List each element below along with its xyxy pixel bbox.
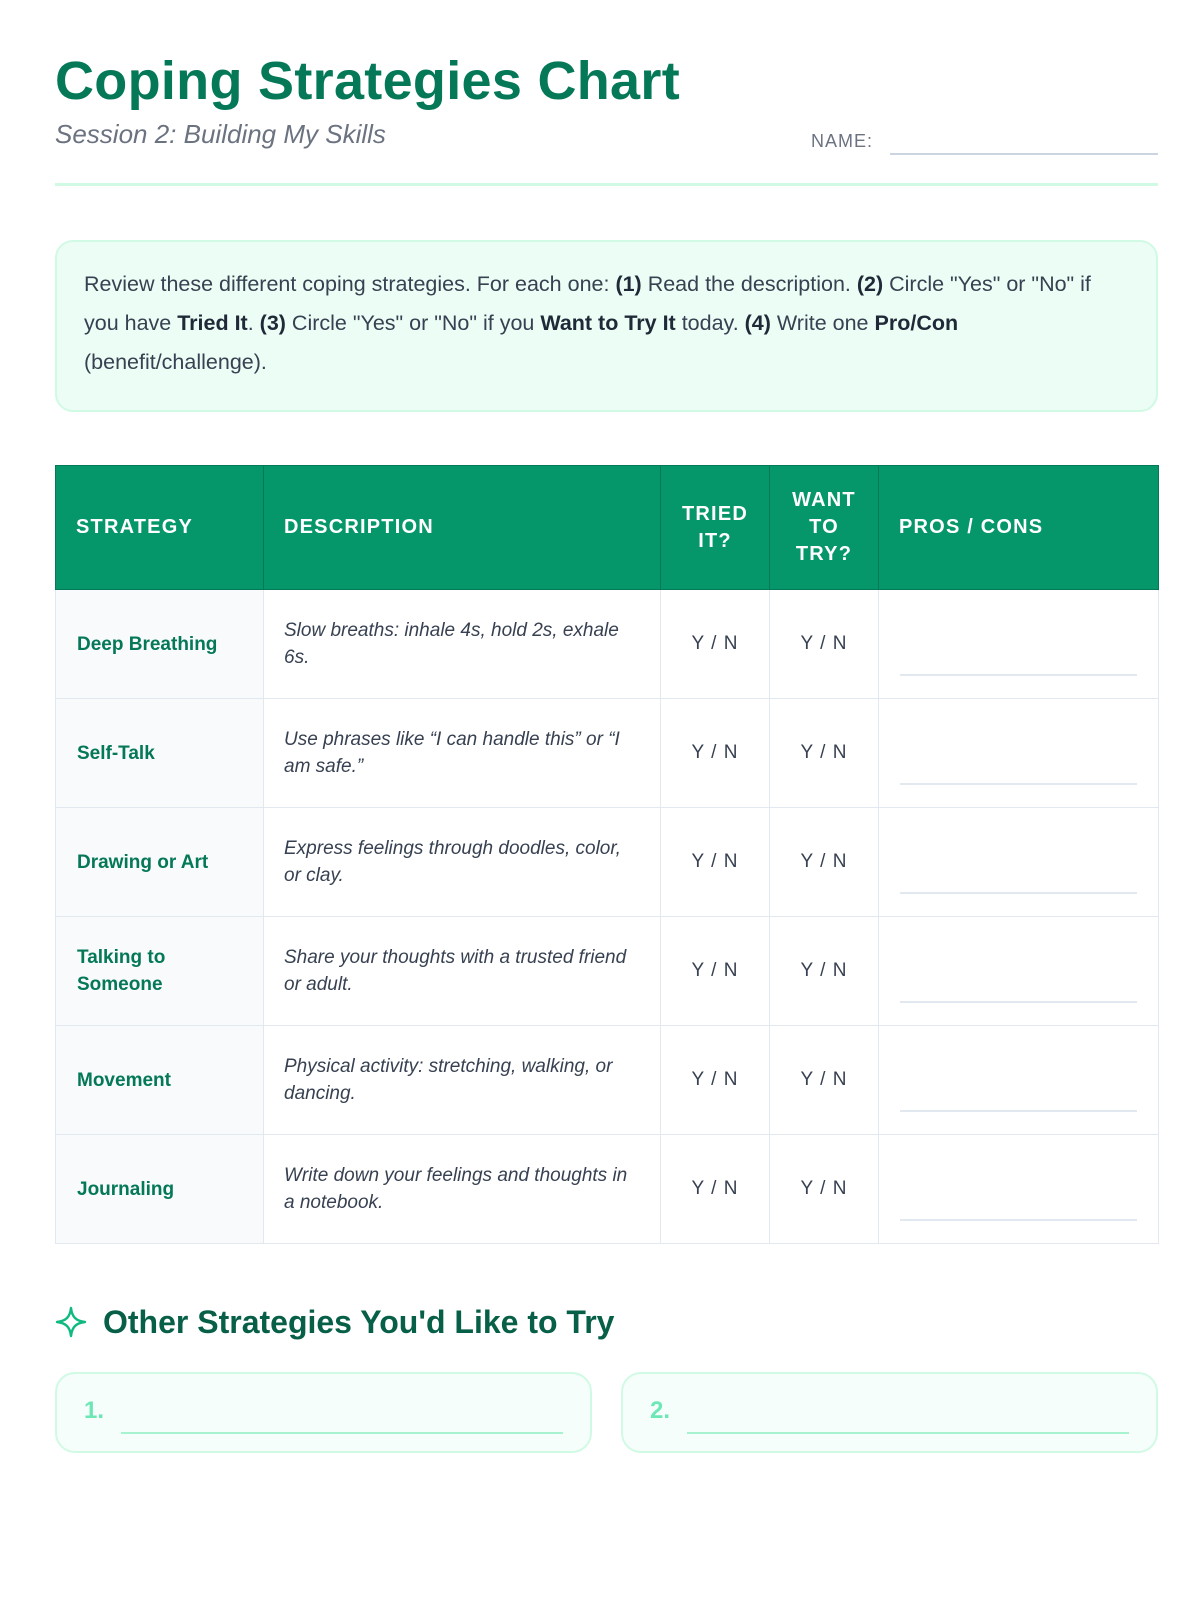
name-label: NAME: xyxy=(811,131,874,151)
pros-cons-field[interactable] xyxy=(879,590,1159,699)
strategy-name: Talking to Someone xyxy=(56,917,264,1026)
tried-it-choice[interactable]: Y / N xyxy=(661,1135,770,1244)
other-strategy-field-2[interactable] xyxy=(621,1372,1158,1453)
header-strategy: STRATEGY xyxy=(56,466,264,590)
tried-it-choice[interactable]: Y / N xyxy=(661,699,770,808)
instructions-text: . xyxy=(247,311,260,335)
strategy-name: Drawing or Art xyxy=(56,808,264,917)
other-strategies-title: Other Strategies You'd Like to Try xyxy=(103,1303,615,1340)
want-to-try-choice[interactable]: Y / N xyxy=(770,1026,879,1135)
blank-number: 1. xyxy=(84,1397,105,1424)
instructions-text: today. xyxy=(675,311,745,335)
instructions-text: Review these different coping strategies. For each one: xyxy=(84,272,616,296)
sparkle-icon xyxy=(55,1306,87,1338)
write-line xyxy=(900,1110,1137,1112)
pro-con-emphasis: Pro/Con xyxy=(874,311,959,335)
want-to-try-choice[interactable]: Y / N xyxy=(770,699,879,808)
instructions-text: Circle "Yes" or "No" if you have xyxy=(84,272,1091,335)
tried-it-emphasis: Tried It xyxy=(177,311,248,335)
strategy-name: Journaling xyxy=(56,1135,264,1244)
want-to-try-choice[interactable]: Y / N xyxy=(770,1135,879,1244)
header-description: DESCRIPTION xyxy=(264,466,661,590)
tried-it-choice[interactable]: Y / N xyxy=(661,917,770,1026)
other-strategies-heading xyxy=(55,1302,614,1342)
strategies-table xyxy=(55,465,1159,1244)
write-line xyxy=(900,892,1137,894)
step-3-marker: (3) xyxy=(259,311,286,335)
strategy-description: Slow breaths: inhale 4s, hold 2s, exhale 6s. xyxy=(264,590,661,699)
instructions-text: Write one xyxy=(770,311,875,335)
step-4-marker: (4) xyxy=(744,311,771,335)
tried-it-choice[interactable]: Y / N xyxy=(661,808,770,917)
page-subtitle: Session 2: Building My Skills xyxy=(55,119,386,149)
write-line xyxy=(687,1432,1129,1434)
strategy-description: Physical activity: stretching, walking, or dancing. xyxy=(264,1026,661,1135)
pros-cons-field[interactable] xyxy=(879,808,1159,917)
step-2-marker: (2) xyxy=(856,272,884,296)
write-line xyxy=(900,1001,1137,1003)
table-header-row xyxy=(56,466,1159,590)
write-line xyxy=(900,1219,1137,1221)
pros-cons-field[interactable] xyxy=(879,699,1159,808)
pros-cons-field[interactable] xyxy=(879,1026,1159,1135)
write-line xyxy=(900,674,1137,676)
table-row xyxy=(56,917,1159,1026)
strategy-description: Use phrases like “I can handle this” or “I am safe.” xyxy=(264,699,661,808)
page-title: Coping Strategies Chart xyxy=(55,51,680,111)
table-row xyxy=(56,808,1159,917)
blank-number: 2. xyxy=(650,1397,671,1424)
table-row xyxy=(56,1026,1159,1135)
strategy-name: Movement xyxy=(56,1026,264,1135)
other-strategy-field-1[interactable] xyxy=(55,1372,592,1453)
step-1-marker: (1) xyxy=(615,272,642,296)
want-to-try-emphasis: Want to Try It xyxy=(540,311,676,335)
table-row xyxy=(56,699,1159,808)
header-want-to-try: WANT TO TRY? xyxy=(770,466,879,590)
worksheet-page xyxy=(55,0,1158,1424)
tried-it-choice[interactable]: Y / N xyxy=(661,590,770,699)
header xyxy=(55,0,1158,186)
instructions-text: Read the description. xyxy=(641,272,857,296)
pros-cons-field[interactable] xyxy=(879,1135,1159,1244)
strategy-name: Self-Talk xyxy=(56,699,264,808)
strategy-name: Deep Breathing xyxy=(56,590,264,699)
instructions-box xyxy=(55,240,1158,412)
header-tried-it: TRIED IT? xyxy=(661,466,770,590)
pros-cons-field[interactable] xyxy=(879,917,1159,1026)
want-to-try-choice[interactable]: Y / N xyxy=(770,808,879,917)
tried-it-choice[interactable]: Y / N xyxy=(661,1026,770,1135)
table-row xyxy=(56,590,1159,699)
instructions-text: Circle "Yes" or "No" if you xyxy=(285,311,541,335)
write-line xyxy=(121,1432,563,1434)
instructions-text: (benefit/challenge). xyxy=(84,350,267,374)
header-pros-cons: PROS / CONS xyxy=(879,466,1159,590)
table-row xyxy=(56,1135,1159,1244)
want-to-try-choice[interactable]: Y / N xyxy=(770,917,879,1026)
name-field[interactable] xyxy=(890,153,1158,155)
write-line xyxy=(900,783,1137,785)
strategy-description: Share your thoughts with a trusted friend or adult. xyxy=(264,917,661,1026)
strategy-description: Write down your feelings and thoughts in a notebook. xyxy=(264,1135,661,1244)
want-to-try-choice[interactable]: Y / N xyxy=(770,590,879,699)
strategy-description: Express feelings through doodles, color, or clay. xyxy=(264,808,661,917)
